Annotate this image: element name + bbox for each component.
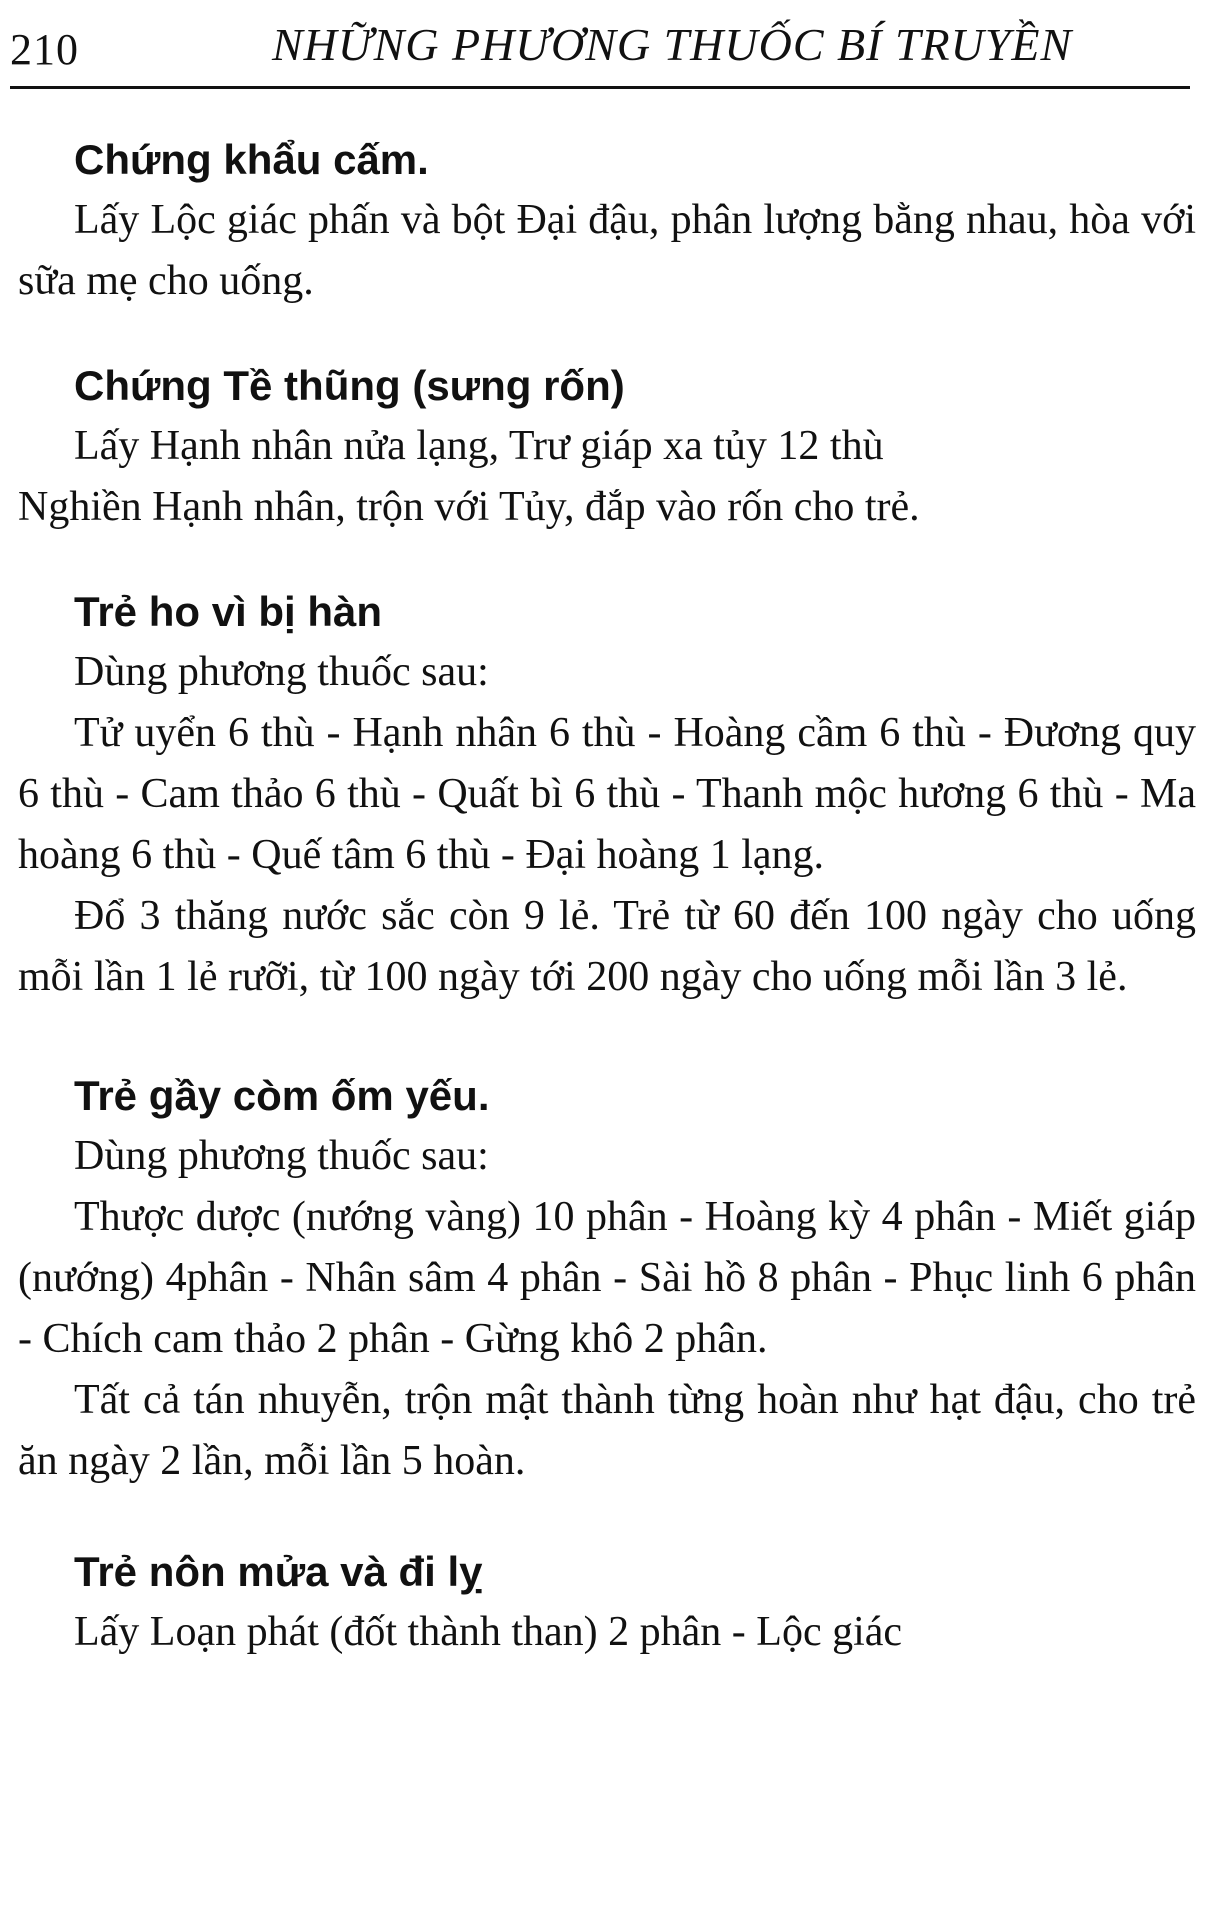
- section-chung-te-thung: [18, 356, 1196, 538]
- paragraph: Lấy Loạn phát (đốt thành than) 2 phân - Lộc giác: [74, 1609, 903, 1655]
- section-heading: Chứng Tề thũng (sưng rốn): [74, 362, 625, 409]
- paragraph: Nghiền Hạnh nhân, trộn với Tủy, đắp vào rốn cho trẻ.: [18, 484, 920, 530]
- section-heading: Chứng khẩu cấm.: [74, 136, 429, 183]
- section-tre-ho-vi-bi-han: [18, 582, 1196, 1008]
- page-body: [18, 130, 1196, 1663]
- section-heading: Trẻ ho vì bị hàn: [74, 588, 383, 635]
- section-heading: Trẻ gầy còm ốm yếu.: [74, 1072, 490, 1119]
- section-tre-gay-com-om-yeu: [18, 1066, 1196, 1492]
- section-heading: Trẻ nôn mửa và đi lỵ: [74, 1548, 483, 1595]
- paragraph: Đổ 3 thăng nước sắc còn 9 lẻ. Trẻ từ 60 đến 100 ngày cho uống mỗi lần 1 lẻ rưỡi, từ 100 ngày tới 200 ngày cho uống mỗi lần 3 lẻ.: [18, 893, 1196, 1000]
- section-tre-non-mua-va-di-ly: [18, 1542, 1196, 1663]
- paragraph: Dùng phương thuốc sau:: [74, 1133, 489, 1179]
- running-title: NHỮNG PHƯƠNG THUỐC BÍ TRUYỀN: [272, 19, 1073, 70]
- paragraph: Tử uyển 6 thù - Hạnh nhân 6 thù - Hoàng cầm 6 thù - Đương quy 6 thù - Cam thảo 6 thù - Quất bì 6 thù - Thanh mộc hương 6 thù - Ma hoàng 6 thù - Quế tâm 6 thù - Đại hoàng 1 lạng.: [18, 710, 1196, 878]
- page-number: 210: [10, 25, 79, 74]
- paragraph: Lấy Hạnh nhân nửa lạng, Trư giáp xa tủy 12 thù: [74, 423, 884, 469]
- page-header: [10, 14, 1190, 84]
- paragraph: Tất cả tán nhuyễn, trộn mật thành từng hoàn như hạt đậu, cho trẻ ăn ngày 2 lần, mỗi lần 5 hoàn.: [18, 1377, 1196, 1484]
- paragraph: Thược dược (nướng vàng) 10 phân - Hoàng kỳ 4 phân - Miết giáp (nướng) 4phân - Nhân sâm 4 phân - Sài hồ 8 phân - Phục linh 6 phân - Chích cam thảo 2 phân - Gừng khô 2 phân.: [18, 1194, 1196, 1362]
- header-divider: [10, 86, 1190, 89]
- paragraph: Dùng phương thuốc sau:: [74, 649, 489, 695]
- paragraph: Lấy Lộc giác phấn và bột Đại đậu, phân lượng bằng nhau, hòa với sữa mẹ cho uống.: [18, 197, 1196, 304]
- section-chung-khau-cam: [18, 130, 1196, 312]
